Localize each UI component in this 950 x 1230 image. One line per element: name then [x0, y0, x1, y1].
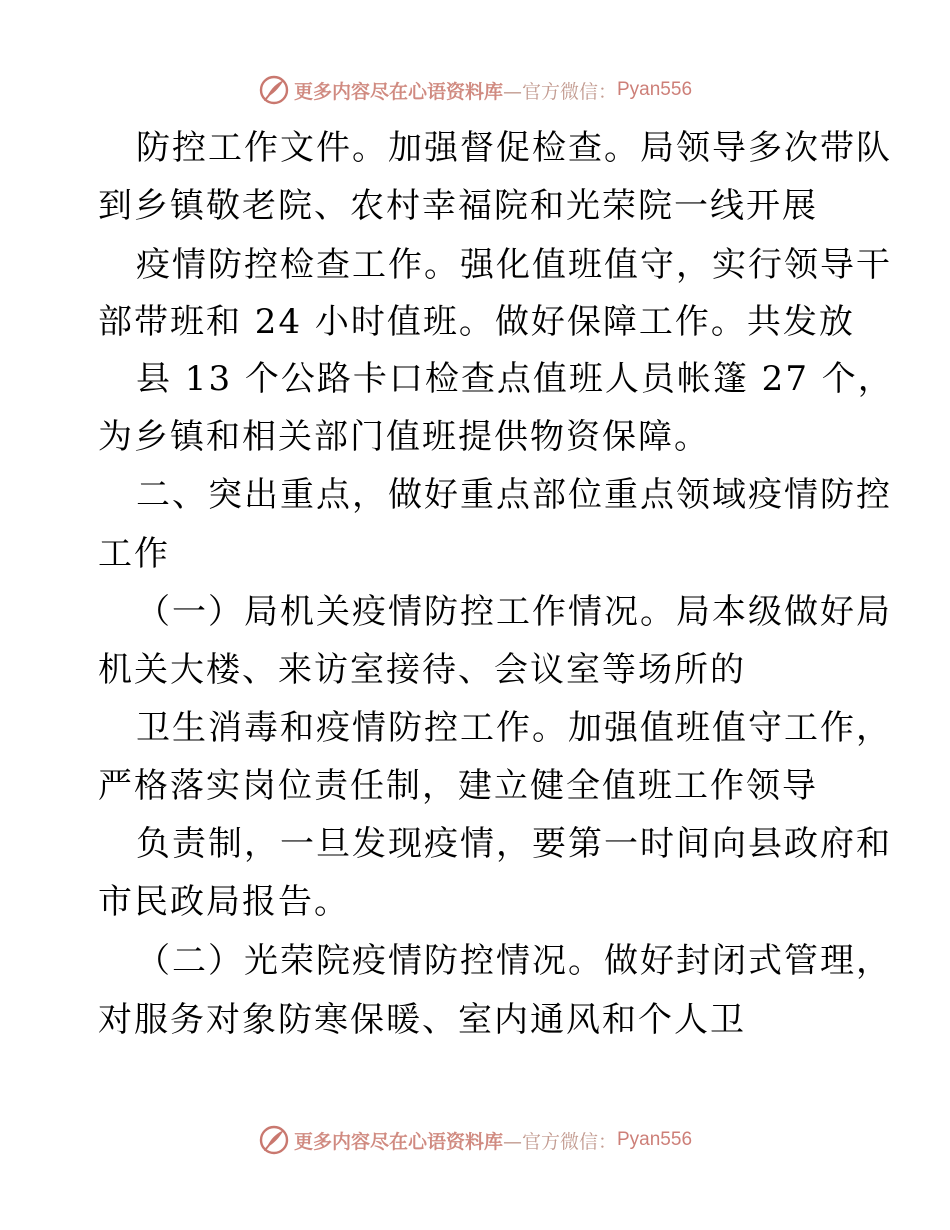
text-line: 部带班和 24 小时值班。做好保障工作。共发放	[98, 302, 855, 342]
text-line: （二）光荣院疫情防控情况。做好封闭式管理，	[136, 941, 892, 981]
section-heading-cont: 工作	[98, 534, 170, 574]
watermark-subtitle: —官方微信：	[502, 1130, 617, 1153]
watermark-wechat-id: Pyan556	[617, 79, 693, 100]
text-line: 县 13 个公路卡口检查点值班人员帐篷 27 个，	[136, 359, 894, 399]
section-heading: 二、突出重点，做好重点部位重点领域疫情防控	[136, 475, 892, 515]
text-line: 疫情防控检查工作。强化值班值守，实行领导干	[136, 245, 892, 285]
watermark-wechat-id: Pyan556	[617, 1129, 693, 1150]
text-line: 机关大楼、来访室接待、会议室等场所的	[98, 650, 746, 690]
text-line: 对服务对象防寒保暖、室内通风和个人卫	[98, 1000, 746, 1040]
watermark-subtitle: —官方微信：	[502, 80, 617, 103]
watermark-title: 更多内容尽在心语资料库	[293, 1130, 503, 1153]
text-line: 严格落实岗位责任制，建立健全值班工作领导	[98, 766, 818, 806]
text-line: （一）局机关疫情防控工作情况。局本级做好局	[136, 592, 892, 632]
text-line: 市民政局报告。	[98, 882, 350, 922]
text-line: 负责制，一旦发现疫情，要第一时间向县政府和	[136, 824, 892, 864]
text-line: 防控工作文件。加强督促检查。局领导多次带队	[136, 128, 892, 168]
footer-watermark	[0, 1120, 950, 1160]
text-line: 到乡镇敬老院、农村幸福院和光荣院一线开展	[98, 186, 818, 226]
text-line: 为乡镇和相关部门值班提供物资保障。	[98, 417, 710, 457]
feather-pen-circle-icon	[258, 1124, 290, 1156]
watermark-title: 更多内容尽在心语资料库	[293, 80, 503, 103]
text-line: 卫生消毒和疫情防控工作。加强值班值守工作，	[136, 708, 892, 748]
